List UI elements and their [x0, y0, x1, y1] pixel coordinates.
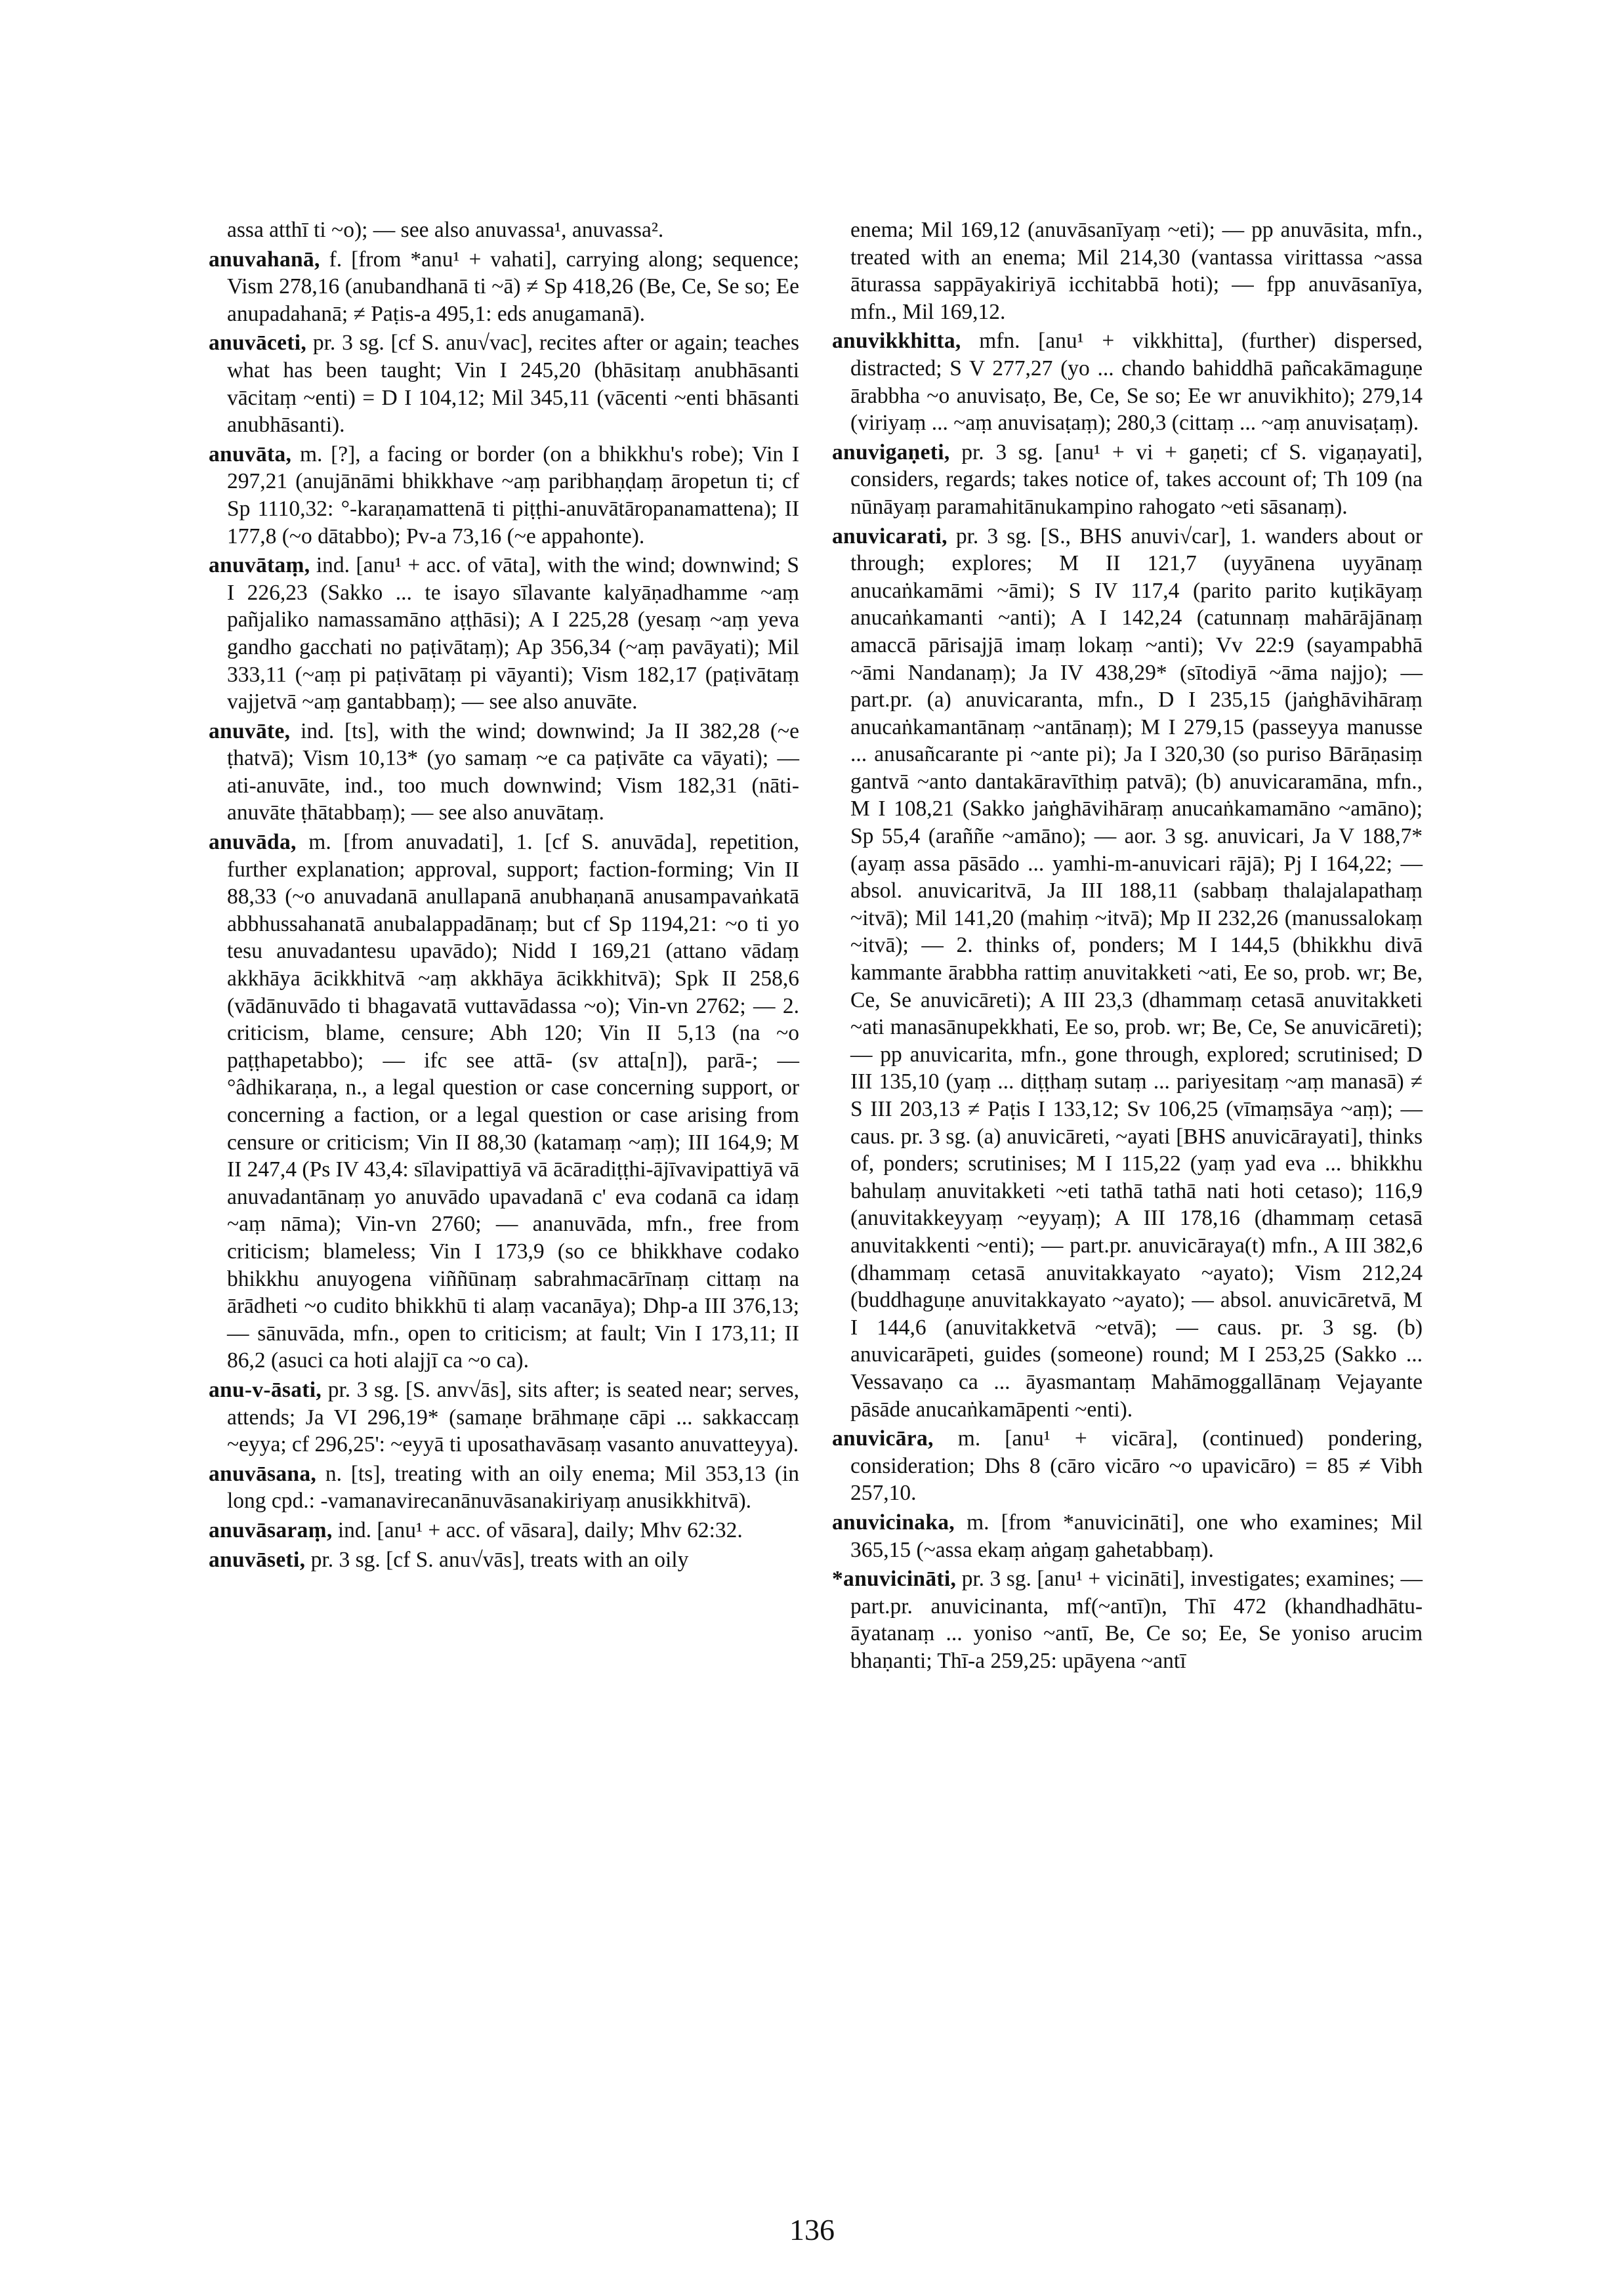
- headword: anuvāceti,: [209, 331, 307, 356]
- entry-text: ind. [anu¹ + acc. of vāta], with the wind; downwind; S I 226,23 (Sakko ... te isayo sīlavante kalyāṇadhamme ~aṃ pañjaliko namassamāno aṭṭhāsi); A I 225,28 (yesaṃ ~aṃ yeva gandho gacchati no paṭivātaṃ); Ap 356,34 (~aṃ pavāyati); Mil 333,11 (~aṃ pi paṭivātaṃ pi vāyanti); Vism 182,17 (paṭivātaṃ vajjetvā ~aṃ gantabbaṃ); — see also anuvāte.: [227, 553, 800, 714]
- entry: [832, 1565, 1423, 1674]
- headword: anuvāsana,: [209, 1461, 317, 1486]
- headword: anuvātaṃ,: [209, 553, 310, 578]
- entry: [209, 1546, 799, 1574]
- entry: [209, 246, 799, 328]
- headword: anuvikkhitta,: [832, 329, 961, 354]
- headword: anuvāsaraṃ,: [209, 1518, 333, 1542]
- entry-text: pr. 3 sg. [anu¹ + vicināti], investigates; examines; — part.pr. anuvicinanta, mf(~antī)n, Thī 472 (khandhadhātu-āyatanaṃ ... yoniso ~antī, Be, Ce so; Ee, Se yoniso arucim bhaṇanti; Thī-a 259,25: upāyena ~antī: [850, 1567, 1423, 1673]
- entry: [209, 329, 799, 438]
- entry-text: ind. [anu¹ + acc. of vāsara], daily; Mhv 62:32.: [337, 1518, 743, 1542]
- headword: *anuvicināti,: [832, 1567, 957, 1592]
- entry: [832, 1425, 1423, 1507]
- entry-text: mfn. [anu¹ + vikkhitta], (further) dispersed, distracted; S V 277,27 (yo ... chando bahiddhā pañcakāmaguṇe ārabbha ~o anuvisaṭo, Be, Ce, Se so; Ee wr anuvikhito); 279,14 (viriyaṃ ... ~aṃ anuvisaṭaṃ); 280,3 (cittaṃ ... ~aṃ anuvisaṭaṃ).: [850, 329, 1423, 436]
- headword: anu-v-āsati,: [209, 1377, 322, 1402]
- entry: [832, 327, 1423, 436]
- entry-text: n. [ts], treating with an oily enema; Mil 353,13 (in long cpd.: -vamanavirecanānuvāsanakiriyaṃ anusikkhitvā).: [227, 1461, 800, 1514]
- entry: [832, 217, 1423, 325]
- headword: anuvāta,: [209, 442, 292, 466]
- headword: anuvicarati,: [832, 524, 947, 548]
- headword: anuvāseti,: [209, 1547, 306, 1572]
- entry: [209, 217, 799, 244]
- headword: anuvicinaka,: [832, 1510, 955, 1535]
- headword: anuvāte,: [209, 718, 291, 743]
- entry-text: pr. 3 sg. [S., BHS anuvi√car], 1. wanders about or through; explores; M II 121,7 (uyyānena uyyānaṃ anucaṅkamāmi ~āmi); S IV 117,4 (parito parito kuṭikāyaṃ anucaṅkamanti ~anti); A I 142,24 (catunnaṃ mahārājānaṃ amaccā pārisajjā imaṃ lokaṃ ~anti); Vv 22:9 (sayampabhā ~āmi Nandanaṃ); Ja IV 438,29* (sītodiyā ~āma najjo); — part.pr. (a) anuvicaranta, mfn., D I 235,15 (jaṅghāvihāraṃ anucaṅkamantānaṃ ~antānaṃ); M I 279,15 (passeyya manusse ... anusañcarante pi ~ante pi); Ja I 320,30 (so puriso Bārāṇasiṃ gantvā ~anto dantakāravīthiṃ patvā); (b) anuvicaramāna, mfn., M I 108,21 (Sakko jaṅghāvihāraṃ anucaṅkamamāno ~amāno); Sp 55,4 (araññe ~amāno); — aor. 3 sg. anuvicari, Ja V 188,7* (ayaṃ assa pāsādo ... yamhi-m-anuvicari rājā); Pj I 164,22; — absol. anuvicaritvā, Ja III 188,11 (sabbaṃ thalajalapathaṃ ~itvā); Mil 141,20 (mahiṃ ~itvā); Mp II 232,26 (manussalokaṃ ~itvā); — 2. thinks of, ponders; M I 144,5 (bhikkhu divā kammante ārabbha rattiṃ anuvitakketi ~ati, Ee so, prob. wr; Be, Ce, Se anuvicāreti); A III 23,3 (dhammaṃ cetasā anuvitakketi ~ati manasānupekkhati, Ee so, prob. wr; Be, Ce, Se anuvicāreti); — pp anuvicarita, mfn., gone through, explored; scrutinised; D III 135,10 (yaṃ ... diṭṭhaṃ sutaṃ ... pariyesitaṃ ~aṃ manasā) ≠ S III 203,13 ≠ Paṭis I 133,12; Sv 106,25 (vīmaṃsāya ~aṃ); — caus. pr. 3 sg. (a) anuvicāreti, ~ayati [BHS anuvicārayati], thinks of, ponders; scrutinises; M I 115,22 (yaṃ yad eva ... bhikkhu bahulaṃ anuvitakketi ~eti tathā tathā nati hoti cetaso); 116,9 (anuvitakkeyyaṃ ~eyyaṃ); A III 178,16 (dhammaṃ cetasā anuvitakkenti ~enti); — part.pr. anuvicāraya(t) mfn., A III 382,6 (dhammaṃ cetasā anuvitakkayato ~ayato); Vism 212,24 (buddhaguṇe anuvitakkayato ~ayato); — absol. anuvicāretvā, M I 144,6 (anuvitakketvā ~etvā); — caus. pr. 3 sg. (b) anuvicarāpeti, guides (someone) round; M I 253,25 (Sakko ... Vessavaṇo ca ... āyasmantaṃ Mahāmoggallānaṃ Vejayante pāsāde anucaṅkamāpenti ~enti).: [850, 524, 1423, 1422]
- left-column: [209, 217, 799, 1575]
- entry: [209, 441, 799, 550]
- page-number: 136: [789, 2213, 835, 2246]
- entry: [209, 1517, 799, 1544]
- entry-text: m. [from anuvadati], 1. [cf S. anuvāda], repetition, further explanation; approval, support; faction-forming; Vin II 88,33 (~o anuvadanā anullapanā anubhaṇanā anusampavaṅkatā abbhussahanatā anubalappadānaṃ; but cf Sp 1194,21: ~o ti yo tesu anuvadantesu upavādo); Nidd I 169,21 (attano vādaṃ akkhāya ācikkhitvā ~aṃ akkhāya ācikkhitvā); Spk II 258,6 (vādānuvādo ti bhagavatā vuttavādassa ~o); Vin-vn 2762; — 2. criticism, blame, censure; Abh 120; Vin II 5,13 (na ~o paṭṭhapetabbo); — ifc see attā- (sv atta[n]), parā-; — °âdhikaraṇa, n., a legal question or case concerning support, or concerning a faction, or a legal question or case arising from censure or criticism; Vin II 88,30 (katamaṃ ~aṃ); III 164,9; M II 247,4 (Ps IV 43,4: sīlavipattiyā vā ācāradiṭṭhi-ājīvavipattiyā vā anuvadantānaṃ yo anuvādo upavadanā c' eva codanā ca idaṃ ~aṃ nāma); Vin-vn 2760; — ananuvāda, mfn., free from criticism; blameless; Vin I 173,9 (so ce bhikkhave codako bhikkhu anuyogena viññūnaṃ sabrahmacārīnaṃ cittaṃ na ārādheti ~o cudito bhikkhū ti alaṃ vacanāya); Dhp-a III 376,13; — sānuvāda, mfn., open to criticism; at fault; Vin I 173,11; II 86,2 (asuci ca hoti alajjī ca ~o ca).: [227, 830, 800, 1373]
- entry: [832, 1509, 1423, 1563]
- entry: [209, 1460, 799, 1515]
- entry-text: m. [?], a facing or border (on a bhikkhu's robe); Vin I 297,21 (anujānāmi bhikkhave ~aṃ paribhaṇḍaṃ āropetun ti; cf Sp 1110,32: °-karaṇamattenā ti piṭṭhi-anuvātāropanamattena); II 177,8 (~o dātabbo); Pv-a 73,16 (~e appahonte).: [227, 442, 800, 548]
- headword: anuvicāra,: [832, 1426, 934, 1451]
- headword: anuvahanā,: [209, 247, 320, 272]
- entry: [209, 552, 799, 716]
- entry-text: ind. [ts], with the wind; downwind; Ja II 382,28 (~e ṭhatvā); Vism 10,13* (yo samaṃ ~e ca paṭivāte ca vāyati); — ati-anuvāte, ind., too much downwind; Vism 182,31 (nāti-anuvāte ṭhātabbaṃ); — see also anuvātaṃ.: [227, 718, 800, 825]
- entry: [209, 1376, 799, 1458]
- right-column: [832, 217, 1423, 1676]
- entry-text: assa atthī ti ~o); — see also anuvassa¹, anuvassa².: [227, 218, 664, 242]
- entry-text: f. [from *anu¹ + vahati], carrying along; sequence; Vism 278,16 (anubandhanā ti ~ā) ≠ Sp 418,26 (Be, Ce, Se so; Ee anupadahanā; ≠ Paṭis-a 495,1: eds anugamanā).: [227, 247, 800, 326]
- entry-text: pr. 3 sg. [S. anv√ās], sits after; is seated near; serves, attends; Ja VI 296,19* (samaṇe brāhmaṇe cāpi ... sakkaccaṃ ~eyya; cf 296,25': ~eyyā ti uposathavāsaṃ vasanto anuvatteyya).: [227, 1377, 800, 1457]
- entry-text: m. [from *anuvicināti], one who examines; Mil 365,15 (~assa ekaṃ aṅgaṃ gahetabbaṃ).: [850, 1510, 1423, 1562]
- entry-text: pr. 3 sg. [cf S. anu√vac], recites after or again; teaches what has been taught; Vin I 245,20 (bhāsitaṃ anubhāsanti vācitaṃ ~enti) = D I 104,12; Mil 345,11 (vācenti ~enti bhāsanti anubhāsanti).: [227, 331, 800, 438]
- entry-text: enema; Mil 169,12 (anuvāsanīyaṃ ~eti); — pp anuvāsita, mfn., treated with an enema; Mil 214,30 (vantassa virittassa ~assa āturassa sappāyakiriyā icchitabbā hoti); — fpp anuvāsanīya, mfn., Mil 169,12.: [850, 218, 1423, 324]
- entry: [209, 829, 799, 1375]
- headword: anuvigaṇeti,: [832, 440, 950, 465]
- entry: [832, 523, 1423, 1424]
- entry-text: pr. 3 sg. [anu¹ + vi + gaṇeti; cf S. vigaṇayati], considers, regards; takes notice of, takes account of; Th 109 (na nūnāyaṃ paramahitānukampino rahogato ~eti sāsanaṃ).: [850, 440, 1423, 519]
- entry: [832, 439, 1423, 521]
- entry-text: m. [anu¹ + vicāra], (continued) pondering, consideration; Dhs 8 (cāro vicāro ~o upavicāro) = 85 ≠ Vibh 257,10.: [850, 1426, 1423, 1506]
- entry: [209, 718, 799, 827]
- entry-text: pr. 3 sg. [cf S. anu√vās], treats with an oily: [310, 1547, 689, 1572]
- headword: anuvāda,: [209, 830, 297, 855]
